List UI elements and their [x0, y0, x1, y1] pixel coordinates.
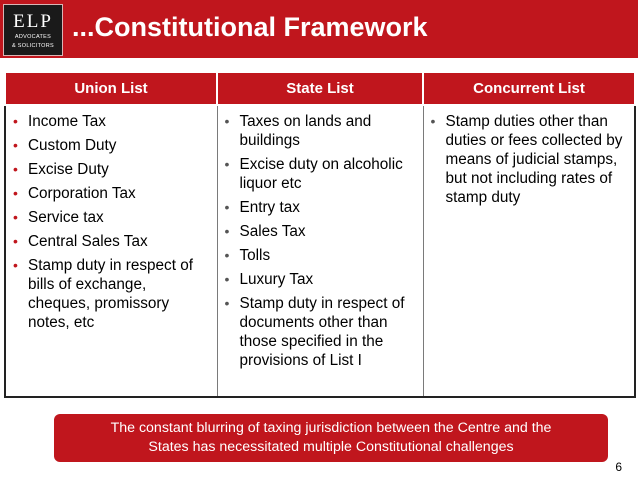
table-header-row	[5, 72, 635, 105]
header-concurrent-list: Concurrent List	[423, 72, 635, 105]
bullet-icon: •	[13, 185, 18, 201]
state-list-cell	[217, 105, 423, 397]
header-state-list: State List	[217, 72, 423, 105]
list-item	[10, 256, 213, 332]
state-list-items	[222, 112, 419, 370]
bullet-icon: •	[13, 137, 18, 153]
list-item	[10, 112, 213, 131]
list-item	[10, 208, 213, 227]
concurrent-list-items	[428, 112, 631, 207]
list-item	[222, 222, 419, 241]
list-item-text: Luxury Tax	[239, 271, 314, 288]
bullet-icon: •	[430, 113, 436, 129]
list-item-text: Stamp duty in respect of bills of exchange, cheques, promissory notes, etc	[28, 257, 193, 331]
bullet-icon: •	[224, 271, 230, 287]
list-item	[222, 112, 419, 150]
list-item-text: Stamp duties other than duties or fees collected by means of judicial stamps, but not including rates of stamp duty	[445, 113, 623, 206]
callout-line-1: The constant blurring of taxing jurisdiction between the Centre and the	[110, 420, 552, 436]
list-item	[10, 232, 213, 251]
bullet-icon: •	[224, 199, 230, 215]
list-item-text: Central Sales Tax	[28, 233, 148, 250]
logo-text: ELP	[13, 11, 53, 32]
bullet-icon: •	[13, 257, 18, 273]
list-item	[10, 184, 213, 203]
page-number: 6	[615, 460, 622, 474]
list-item	[222, 155, 419, 193]
list-item-text: Service tax	[28, 209, 104, 226]
list-item-text: Sales Tax	[239, 223, 306, 240]
list-item-text: Excise Duty	[28, 161, 109, 178]
list-item	[222, 246, 419, 265]
callout-box	[54, 414, 608, 462]
list-item-text: Excise duty on alcoholic liquor etc	[239, 156, 403, 192]
list-item-text: Custom Duty	[28, 137, 117, 154]
list-item-text: Income Tax	[28, 113, 106, 130]
header-union-list: Union List	[5, 72, 217, 105]
bullet-icon: •	[13, 161, 18, 177]
list-item	[428, 112, 631, 207]
list-item	[222, 198, 419, 217]
list-item-text: Tolls	[239, 247, 271, 264]
list-item	[10, 160, 213, 179]
bullet-icon: •	[13, 209, 18, 225]
callout-line-2: States has necessitated multiple Constitutional challenges	[148, 439, 514, 455]
list-item-text: Taxes on lands and buildings	[239, 113, 372, 149]
list-item-text: Corporation Tax	[28, 185, 136, 202]
bullet-icon: •	[224, 223, 230, 239]
logo-subtext-1: ADVOCATES	[14, 34, 52, 40]
bullet-icon: •	[13, 113, 18, 129]
elp-logo	[3, 4, 63, 56]
list-item	[10, 136, 213, 155]
bullet-icon: •	[224, 247, 230, 263]
list-item-text: Stamp duty in respect of documents other than those specified in the provisions of List I	[239, 295, 405, 369]
list-item	[222, 294, 419, 370]
concurrent-list-cell	[423, 105, 635, 397]
list-item	[222, 270, 419, 289]
title-bar	[0, 0, 638, 58]
bullet-icon: •	[13, 233, 18, 249]
bullet-icon: •	[224, 156, 230, 172]
table-body-row	[5, 105, 635, 397]
list-item-text: Entry tax	[239, 199, 300, 216]
union-list-cell	[5, 105, 217, 397]
union-list-items	[10, 112, 213, 332]
bullet-icon: •	[224, 295, 230, 311]
slide-title: ...Constitutional Framework	[72, 12, 428, 42]
bullet-icon: •	[224, 113, 230, 129]
logo-subtext-2: & SOLICITORS	[11, 43, 54, 49]
tax-lists-table	[4, 71, 636, 398]
